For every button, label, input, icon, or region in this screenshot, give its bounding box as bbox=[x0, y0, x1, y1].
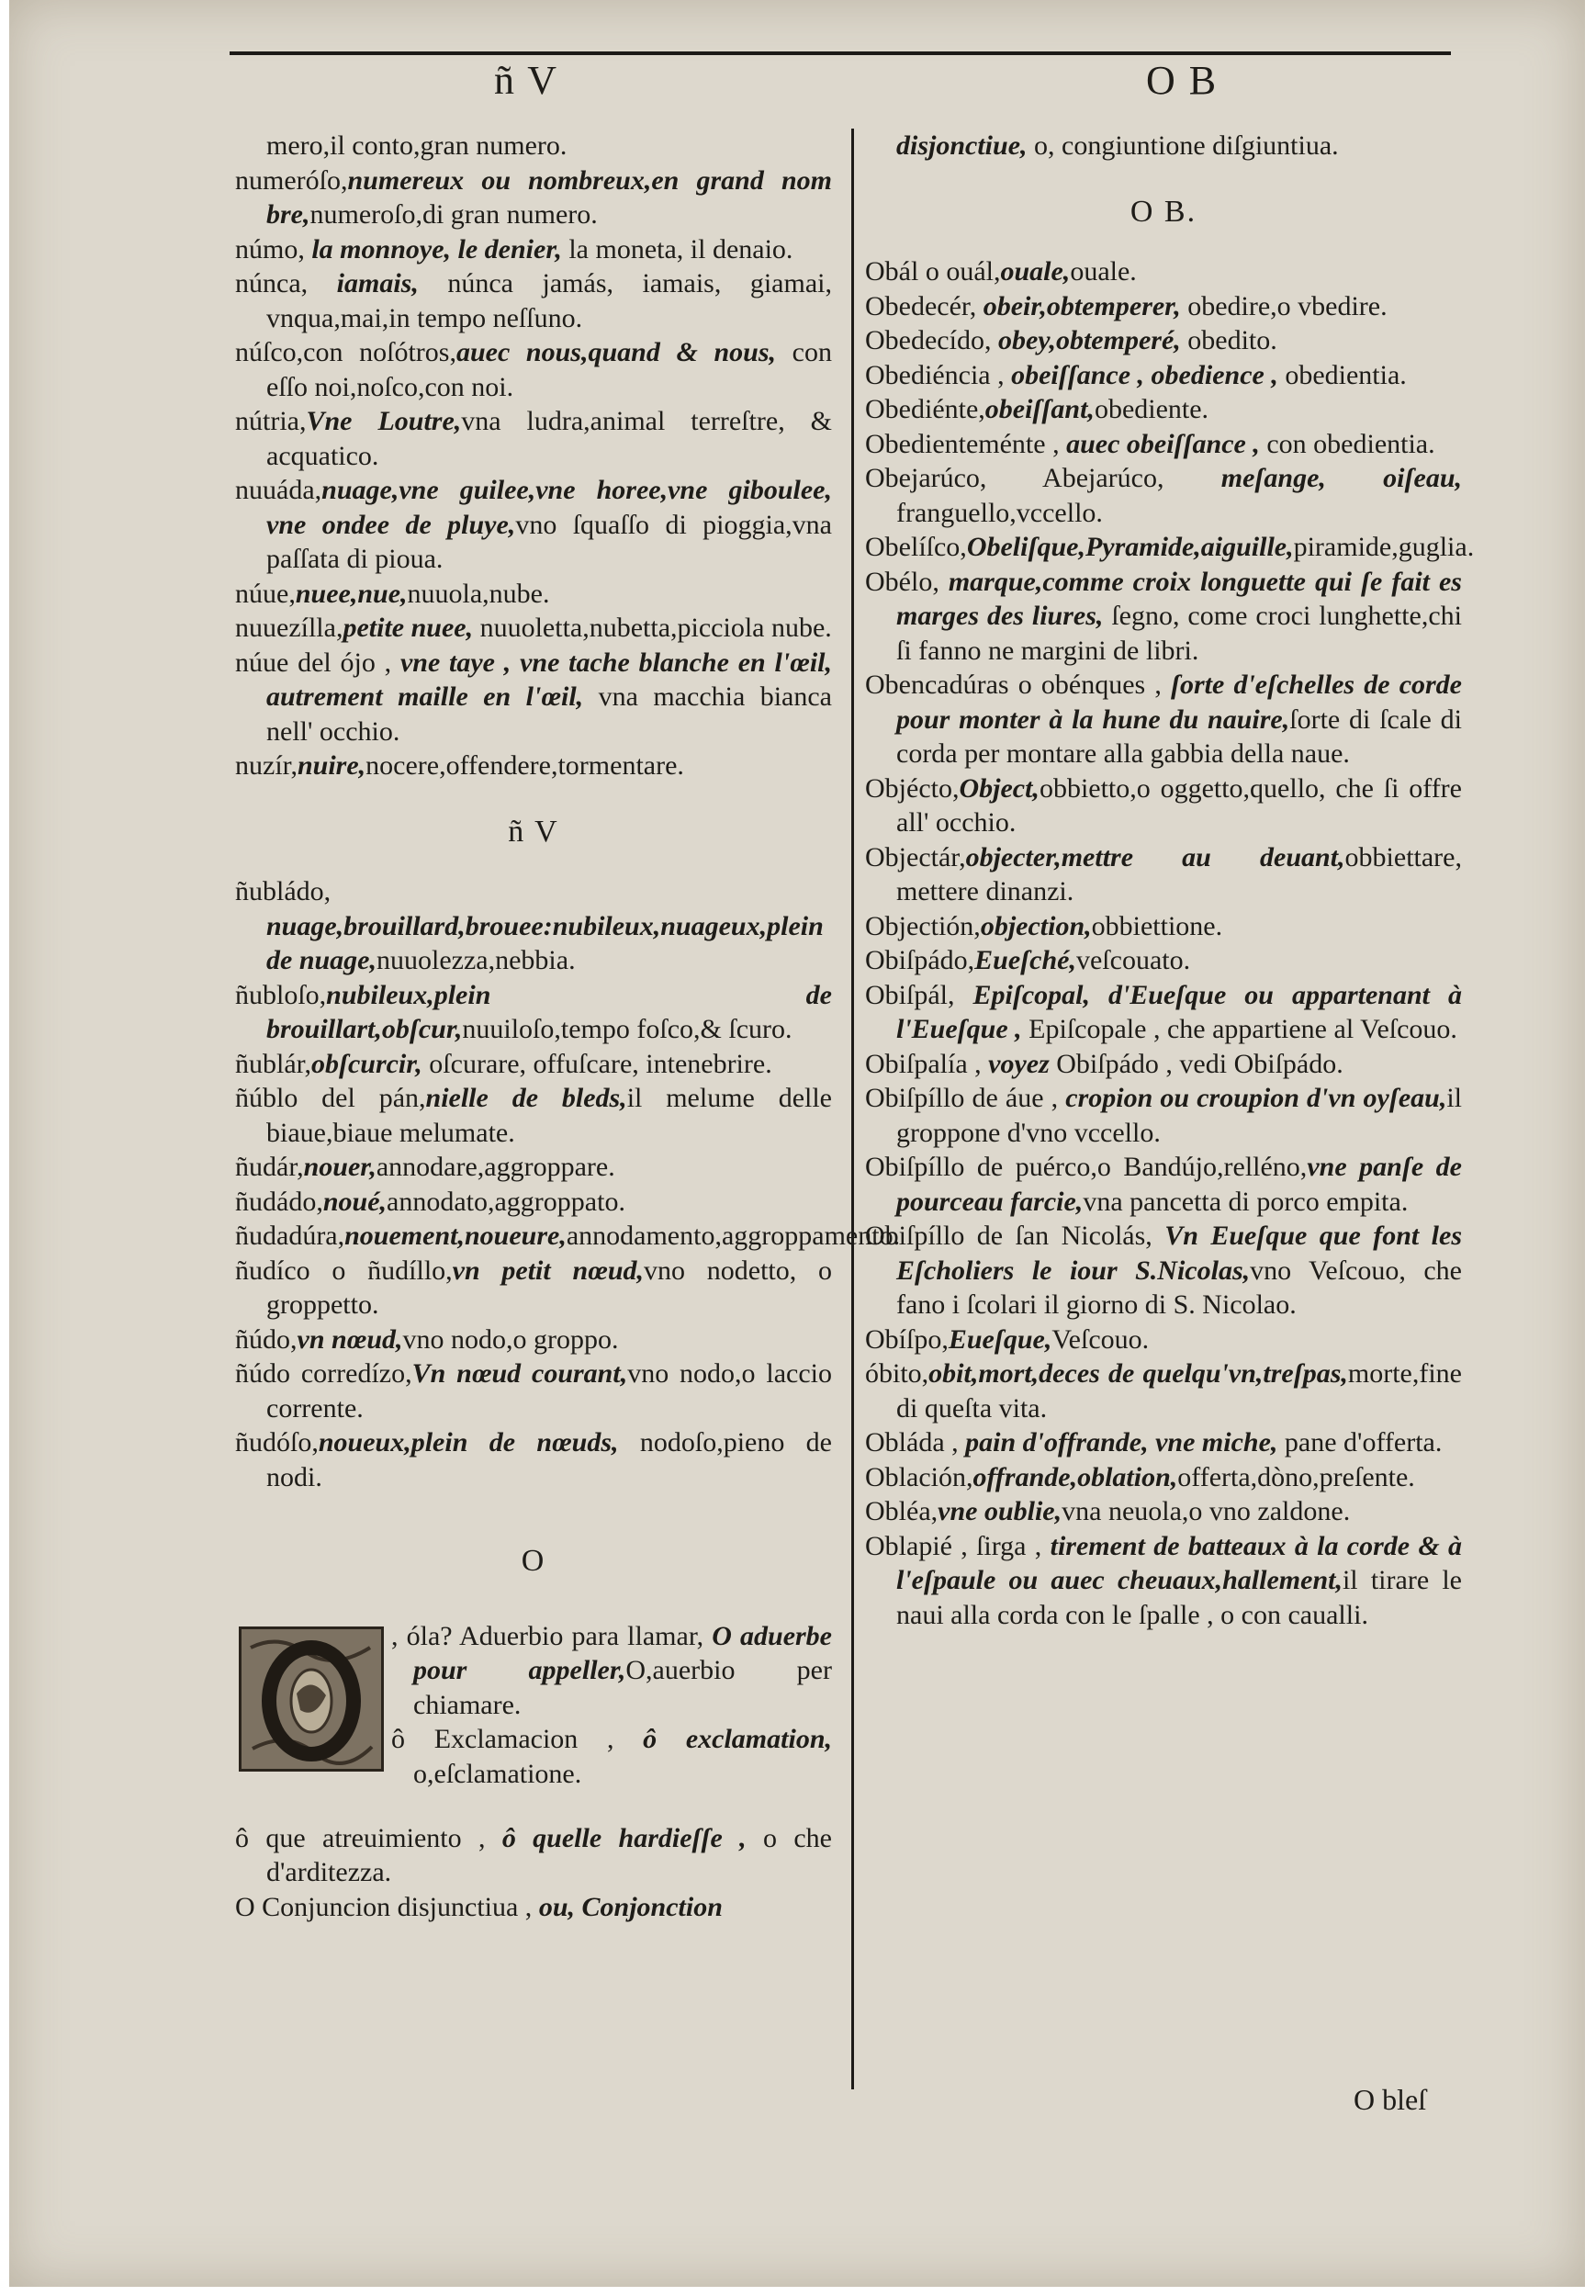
entry-italian: numeroſo,di gran numero. bbox=[309, 199, 598, 230]
dictionary-entry bbox=[235, 1821, 832, 1890]
entry-headword: óbito, bbox=[865, 1358, 929, 1389]
entry-italian: núnca jamás, iamais, giamai, vnqua,mai,in tempo neſſuno. bbox=[266, 268, 832, 333]
dictionary-entry bbox=[391, 1722, 832, 1791]
entry-headword: Objectár, bbox=[865, 841, 966, 872]
entry-headword: ñudóſo, bbox=[235, 1427, 319, 1458]
entry-italian: nuuiloſo,tempo foſco,& ſcuro. bbox=[462, 1014, 792, 1044]
entry-headword: Obláda , bbox=[865, 1427, 966, 1458]
entry-headword: ñudádo, bbox=[235, 1186, 323, 1217]
dictionary-entry bbox=[235, 978, 832, 1047]
entry-headword: Obélo, bbox=[865, 566, 949, 597]
entry-italian: o,eſclamatione. bbox=[413, 1758, 582, 1789]
entry-italian: il melume delle biaue,biaue melumate. bbox=[266, 1083, 832, 1148]
entry-french: offrande,oblation, bbox=[972, 1461, 1178, 1492]
dictionary-entry bbox=[865, 392, 1462, 427]
entry-italian: ſorte di ſcale di corda per montare alla gabbia della naue. bbox=[896, 703, 1462, 769]
entry-french: noueux,plein de nœuds, bbox=[318, 1427, 619, 1458]
dictionary-entry bbox=[235, 232, 832, 267]
dictionary-entry bbox=[235, 1219, 901, 1254]
entry-italian: Obiſpádo , vedi Obiſpádo. bbox=[1049, 1048, 1343, 1079]
entry-headword: Obiſpalía , bbox=[865, 1048, 989, 1079]
entry-headword: nútria, bbox=[235, 406, 307, 436]
entry-italian: obedito. bbox=[1180, 325, 1277, 355]
header-rule bbox=[230, 51, 1451, 55]
entry-french: voyez bbox=[988, 1048, 1050, 1079]
entry-headword: Oblación, bbox=[865, 1461, 973, 1492]
dictionary-entry bbox=[235, 1322, 832, 1357]
dictionary-entry bbox=[235, 577, 832, 612]
entry-italian: il tirare le naui alla corda con le ſpalle , o con caualli. bbox=[896, 1565, 1462, 1630]
dictionary-entry bbox=[865, 427, 1462, 462]
entry-headword: Obelíſco, bbox=[865, 532, 967, 562]
dictionary-entry bbox=[865, 1322, 1462, 1357]
entry-french: vn nœud, bbox=[297, 1323, 403, 1355]
section-heading-o: O bbox=[521, 1544, 546, 1578]
entry-headword: Obál o ouál, bbox=[865, 256, 1001, 287]
entry-italian: obbiettare, mettere dinanzi. bbox=[896, 841, 1462, 906]
entry-headword: núſco,con noſótros, bbox=[235, 337, 456, 367]
entry-french: nuage,vne guilee,vne horee,vne giboulee, vne ondee de pluye, bbox=[266, 475, 832, 540]
dictionary-entry bbox=[235, 1890, 832, 1925]
entry-italian: obedientia. bbox=[1277, 359, 1407, 390]
entry-italian: o, congiuntione diſgiuntiua. bbox=[1027, 130, 1339, 161]
entry-french: ſorte d'eſchelles de corde pour monter à la hune du nauire, bbox=[896, 670, 1462, 735]
entry-french: Epiſcopal, d'Eueſque ou appartenant à l'Eueſque , bbox=[896, 979, 1462, 1044]
book-page bbox=[9, 0, 1585, 2287]
dictionary-entry bbox=[865, 358, 1462, 393]
dictionary-entry bbox=[865, 565, 1462, 669]
entry-french: meſange, oiſeau, bbox=[1220, 463, 1463, 493]
entry-headword: Obejarúco, Abejarúco, bbox=[865, 463, 1221, 493]
entry-italian: ouale. bbox=[1070, 256, 1137, 287]
dictionary-entry bbox=[865, 668, 1462, 771]
entry-headword: ñubloſo, bbox=[235, 979, 327, 1010]
dictionary-entry bbox=[865, 289, 1462, 324]
entry-french: nuire, bbox=[297, 750, 366, 781]
dictionary-entry bbox=[865, 978, 1462, 1047]
entry-french: pain d'offrande, vne miche, bbox=[965, 1427, 1278, 1458]
entry-italian: con obedientia. bbox=[1259, 428, 1435, 459]
entry-headword: Obiſpíllo de ſan Nicolás, bbox=[865, 1221, 1165, 1251]
entry-headword: ô Exclamacion , bbox=[391, 1724, 644, 1754]
entry-italian: vno nodo,o groppo. bbox=[402, 1323, 619, 1355]
entry-french: ou, Conjonction bbox=[538, 1891, 723, 1922]
entry-italian: pane d'offerta. bbox=[1277, 1427, 1443, 1458]
entry-french: nouement,noueure, bbox=[344, 1221, 567, 1251]
entry-italian: O,auerbio per chiamare. bbox=[413, 1655, 832, 1720]
dictionary-entry bbox=[235, 874, 832, 978]
dictionary-entry bbox=[865, 1081, 1462, 1150]
entry-headword: ñudíco o ñudíllo, bbox=[235, 1255, 453, 1286]
entry-italian: annodato,aggroppato. bbox=[387, 1186, 625, 1217]
entry-french: obit,mort,deces de quelqu'vn,treſpas, bbox=[928, 1358, 1348, 1389]
entry-italian: obedire,o vbedire. bbox=[1180, 290, 1388, 321]
entry-list-ob bbox=[865, 254, 1475, 1632]
entry-french: Vn Eueſque que font les Eſcholiers le iour S.Nicolas, bbox=[896, 1221, 1463, 1286]
entry-italian: con eſſo noi,noſco,con noi. bbox=[266, 337, 832, 402]
dictionary-entry bbox=[865, 1047, 1462, 1082]
section-heading-nv: ñ V bbox=[508, 814, 559, 849]
entry-italian: Veſcouo. bbox=[1051, 1323, 1150, 1355]
entry-italian: franguello,vccello. bbox=[896, 497, 1103, 528]
dictionary-entry bbox=[235, 1150, 832, 1185]
entry-headword: Obiſpíllo de puérco,o Bandújo,relléno, bbox=[865, 1152, 1308, 1182]
entry-headword: ñudadúra, bbox=[235, 1221, 345, 1251]
dictionary-entry bbox=[235, 266, 832, 335]
entry-italian: oſcurare, offuſcare, intenebrire. bbox=[421, 1048, 772, 1079]
entry-headword: nuzír, bbox=[235, 750, 298, 781]
entry-french: petite nuee, bbox=[343, 613, 474, 643]
entry-french: auec obeiſſance , bbox=[1066, 428, 1260, 459]
entry-french: vn petit nœud, bbox=[452, 1255, 645, 1286]
entry-french: nuee,nue, bbox=[295, 578, 408, 609]
entry-french: obeiſſance , obedience , bbox=[1011, 359, 1278, 390]
dictionary-entry bbox=[865, 254, 1462, 289]
entry-headword: ñúdo, bbox=[235, 1323, 298, 1355]
dictionary-entry bbox=[865, 1356, 1462, 1425]
entry-headword: ñubládo, bbox=[235, 876, 332, 906]
dictionary-entry bbox=[235, 748, 832, 783]
entry-italian: annodamento,aggroppamento. bbox=[566, 1221, 901, 1251]
entry-french: nuage,brouillard,brouee:nubileux,nuageux,plein de nuage, bbox=[266, 910, 824, 975]
entry-italian: il groppone d'vno vccello. bbox=[896, 1083, 1462, 1148]
dictionary-entry bbox=[865, 840, 1462, 909]
entry-french: O aduerbe pour appeller, bbox=[413, 1620, 833, 1685]
entry-headword: Obíſpo, bbox=[865, 1323, 949, 1355]
entry-headword: Obiſpál, bbox=[865, 979, 973, 1010]
entry-italian: vno nodo,o laccio corrente. bbox=[266, 1358, 832, 1424]
dictionary-entry bbox=[235, 335, 832, 404]
dictionary-entry bbox=[235, 163, 832, 232]
entry-headword: nuuezílla, bbox=[235, 613, 343, 643]
entry-headword: O Conjuncion disjunctiua , bbox=[235, 1891, 539, 1922]
dictionary-entry bbox=[235, 611, 832, 646]
entry-italian: o che d'arditezza. bbox=[266, 1822, 832, 1887]
dictionary-entry bbox=[865, 1460, 1462, 1495]
dictionary-entry bbox=[235, 1185, 832, 1220]
ornament-icon bbox=[242, 1629, 381, 1769]
column-divider bbox=[851, 129, 854, 2089]
dictionary-entry bbox=[235, 404, 832, 473]
dictionary-entry bbox=[235, 1081, 832, 1150]
entry-french: ô quelle hardieſſe , bbox=[501, 1822, 747, 1853]
running-head-right: O B bbox=[1146, 58, 1219, 103]
dictionary-entry bbox=[865, 1494, 1462, 1529]
entry-french: nouer, bbox=[303, 1152, 377, 1182]
entry-italian: obbietto,o oggetto,quello, che ſi offre all' occhio. bbox=[896, 772, 1462, 838]
entry-french: marque,comme croix longuette qui ſe fait es marges des liures, bbox=[896, 566, 1462, 631]
entry-italian: vna pancetta di porco empita. bbox=[1083, 1186, 1409, 1217]
entry-headword: Obencadúras o obénques , bbox=[865, 670, 1171, 700]
dropcap-block bbox=[235, 1619, 832, 1821]
running-head-left: ñ V bbox=[494, 58, 558, 103]
entry-french: Eueſché, bbox=[974, 945, 1076, 975]
entry-headword: Objécto, bbox=[865, 772, 960, 804]
dictionary-entry bbox=[865, 129, 1462, 163]
entry-italian: offerta,dòno,preſente. bbox=[1177, 1461, 1415, 1492]
entry-headword: númo, bbox=[235, 233, 312, 264]
dictionary-entry bbox=[865, 530, 1475, 565]
entry-french: iamais, bbox=[336, 268, 419, 298]
entry-french: disjonctiue, bbox=[896, 130, 1028, 161]
entry-italian: annodare,aggroppare. bbox=[376, 1152, 615, 1182]
entry-french: Object, bbox=[959, 772, 1040, 804]
entry-headword: Obléa, bbox=[865, 1496, 938, 1526]
dictionary-entry bbox=[865, 323, 1462, 358]
dictionary-entry bbox=[235, 1425, 832, 1494]
entry-italian: vno Veſcouo, che fano i ſcolari il giorno di S. Nicolao. bbox=[896, 1255, 1462, 1320]
entry-french: nielle de bleds, bbox=[425, 1083, 627, 1113]
entry-french: obey,obtemperé, bbox=[997, 325, 1181, 355]
entry-list-n bbox=[235, 129, 832, 783]
dictionary-entry bbox=[865, 943, 1462, 978]
entry-headword: mero,il conto,gran numero. bbox=[266, 130, 568, 161]
entry-headword: núnca, bbox=[235, 268, 337, 298]
entry-headword: Obiſpíllo de áue , bbox=[865, 1083, 1066, 1113]
entry-italian: vna ludra,animal terreſtre, & acquatico. bbox=[266, 406, 832, 471]
dictionary-entry bbox=[235, 1254, 832, 1322]
entry-headword: ñúblo del pán, bbox=[235, 1083, 426, 1113]
entry-french: ouale, bbox=[1000, 256, 1071, 287]
entry-french: Eueſque, bbox=[948, 1323, 1052, 1355]
entry-italian: nuuoletta,nubetta,picciola nube. bbox=[473, 613, 832, 643]
entry-french: vne panſe de pourceau farcie, bbox=[896, 1152, 1462, 1217]
entry-italian: vno ſquaſſo di pioggia,vna paſſata di pioua. bbox=[266, 509, 832, 574]
dictionary-entry bbox=[865, 909, 1462, 944]
entry-headword: ñudár, bbox=[235, 1152, 304, 1182]
entry-french: obeir,obtemperer, bbox=[983, 290, 1181, 321]
entry-french: cropion ou croupion d'vn oyſeau, bbox=[1065, 1083, 1447, 1113]
entry-headword: nuuáda, bbox=[235, 475, 322, 505]
entry-list-o bbox=[235, 1821, 832, 1925]
entry-french: nubileux,plein de brouillart,obſcur, bbox=[266, 979, 832, 1044]
entry-french: obeiſſant, bbox=[984, 394, 1095, 424]
dictionary-entry bbox=[235, 646, 832, 749]
entry-headword: ñublár, bbox=[235, 1048, 311, 1079]
dictionary-entry bbox=[235, 1356, 832, 1425]
dictionary-entry bbox=[235, 129, 832, 163]
entry-headword: numeróſo, bbox=[235, 164, 348, 196]
entry-italian: nuuolezza,nebbia. bbox=[377, 945, 576, 975]
entry-italian: nodoſo,pieno de nodi. bbox=[266, 1427, 832, 1492]
entry-italian: la moneta, il denaio. bbox=[561, 233, 793, 264]
right-column bbox=[865, 129, 1475, 1632]
entry-french: vne oublie, bbox=[938, 1496, 1062, 1526]
entry-italian: nocere,offendere,tormentare. bbox=[365, 750, 684, 781]
dictionary-entry bbox=[235, 1047, 832, 1082]
entry-italian: vna macchia bianca nell' occhio. bbox=[266, 681, 832, 747]
entry-headword: Obediéncia , bbox=[865, 359, 1012, 390]
dictionary-entry bbox=[865, 1150, 1462, 1219]
entry-french: numereux ou nombreux,en grand nom bre, bbox=[266, 164, 832, 230]
entry-headword: Oblapié , ſirga , bbox=[865, 1530, 1051, 1561]
entry-french: la monnoye, le denier, bbox=[311, 233, 562, 264]
decorated-initial-o bbox=[239, 1626, 384, 1772]
dictionary-entry bbox=[865, 1425, 1462, 1460]
catchword: O bleſ bbox=[1354, 2083, 1427, 2116]
entry-italian: ſegno, come croci lunghette,chi ſi fanno ne margini de libri. bbox=[896, 601, 1462, 666]
dictionary-entry bbox=[865, 1529, 1462, 1633]
entry-list-o-cont bbox=[865, 129, 1462, 163]
dictionary-entry bbox=[865, 771, 1462, 840]
entry-french: Vn nœud courant, bbox=[411, 1358, 628, 1389]
entry-french: ô exclamation, bbox=[643, 1724, 832, 1754]
entry-french: Obeliſque,Pyramide,aiguille, bbox=[966, 532, 1294, 562]
entry-headword: , óla? Aduerbio para llamar, bbox=[391, 1620, 713, 1651]
dictionary-entry bbox=[865, 1219, 1462, 1322]
entry-italian: obbiettione. bbox=[1091, 910, 1223, 941]
entry-french: Vne Loutre, bbox=[306, 406, 462, 436]
entry-italian: Epiſcopale , che appartiene al Veſcouo. bbox=[1021, 1014, 1457, 1044]
entry-french: tirement de batteaux à la corde & à l'eſpaule ou auec cheuaux,hallement, bbox=[896, 1530, 1462, 1595]
dictionary-entry bbox=[865, 461, 1462, 530]
entry-italian: vna neuola,o vno zaldone. bbox=[1062, 1496, 1351, 1526]
entry-headword: Objectión, bbox=[865, 910, 981, 941]
entry-french: objection, bbox=[980, 910, 1092, 941]
entry-italian: nuuola,nube. bbox=[407, 578, 550, 609]
entry-italian: vno nodetto, o groppetto. bbox=[266, 1255, 832, 1320]
entry-headword: núue, bbox=[235, 578, 296, 609]
entry-french: objecter,mettre au deuant, bbox=[965, 841, 1345, 872]
entry-french: vne taye , vne tache blanche en l'œil, autrement maille en l'œil, bbox=[266, 647, 832, 712]
entry-headword: Obedienteménte , bbox=[865, 428, 1067, 459]
entry-italian: veſcouato. bbox=[1075, 945, 1191, 975]
entry-headword: núue del ójo , bbox=[235, 647, 400, 678]
entry-headword: Obiſpádo, bbox=[865, 945, 975, 975]
entry-headword: ô que atreuimiento , bbox=[235, 1822, 502, 1853]
entry-italian: piramide,guglia. bbox=[1293, 532, 1475, 562]
entry-french: obſcurcir, bbox=[310, 1048, 422, 1079]
entry-headword: ñúdo corredízo, bbox=[235, 1358, 412, 1389]
entry-headword: Obedecér, bbox=[865, 290, 983, 321]
entry-french: noué, bbox=[322, 1186, 388, 1217]
entry-italian: morte,fine di queſta vita. bbox=[896, 1358, 1462, 1424]
entry-french: auec nous,quand & nous, bbox=[455, 337, 777, 367]
entry-italian: obediente. bbox=[1094, 394, 1209, 424]
entry-headword: Obediénte, bbox=[865, 394, 985, 424]
dictionary-entry bbox=[235, 473, 832, 577]
entry-headword: Obedecído, bbox=[865, 325, 998, 355]
dictionary-entry bbox=[391, 1619, 832, 1723]
section-heading-ob: O B. bbox=[1130, 194, 1197, 229]
